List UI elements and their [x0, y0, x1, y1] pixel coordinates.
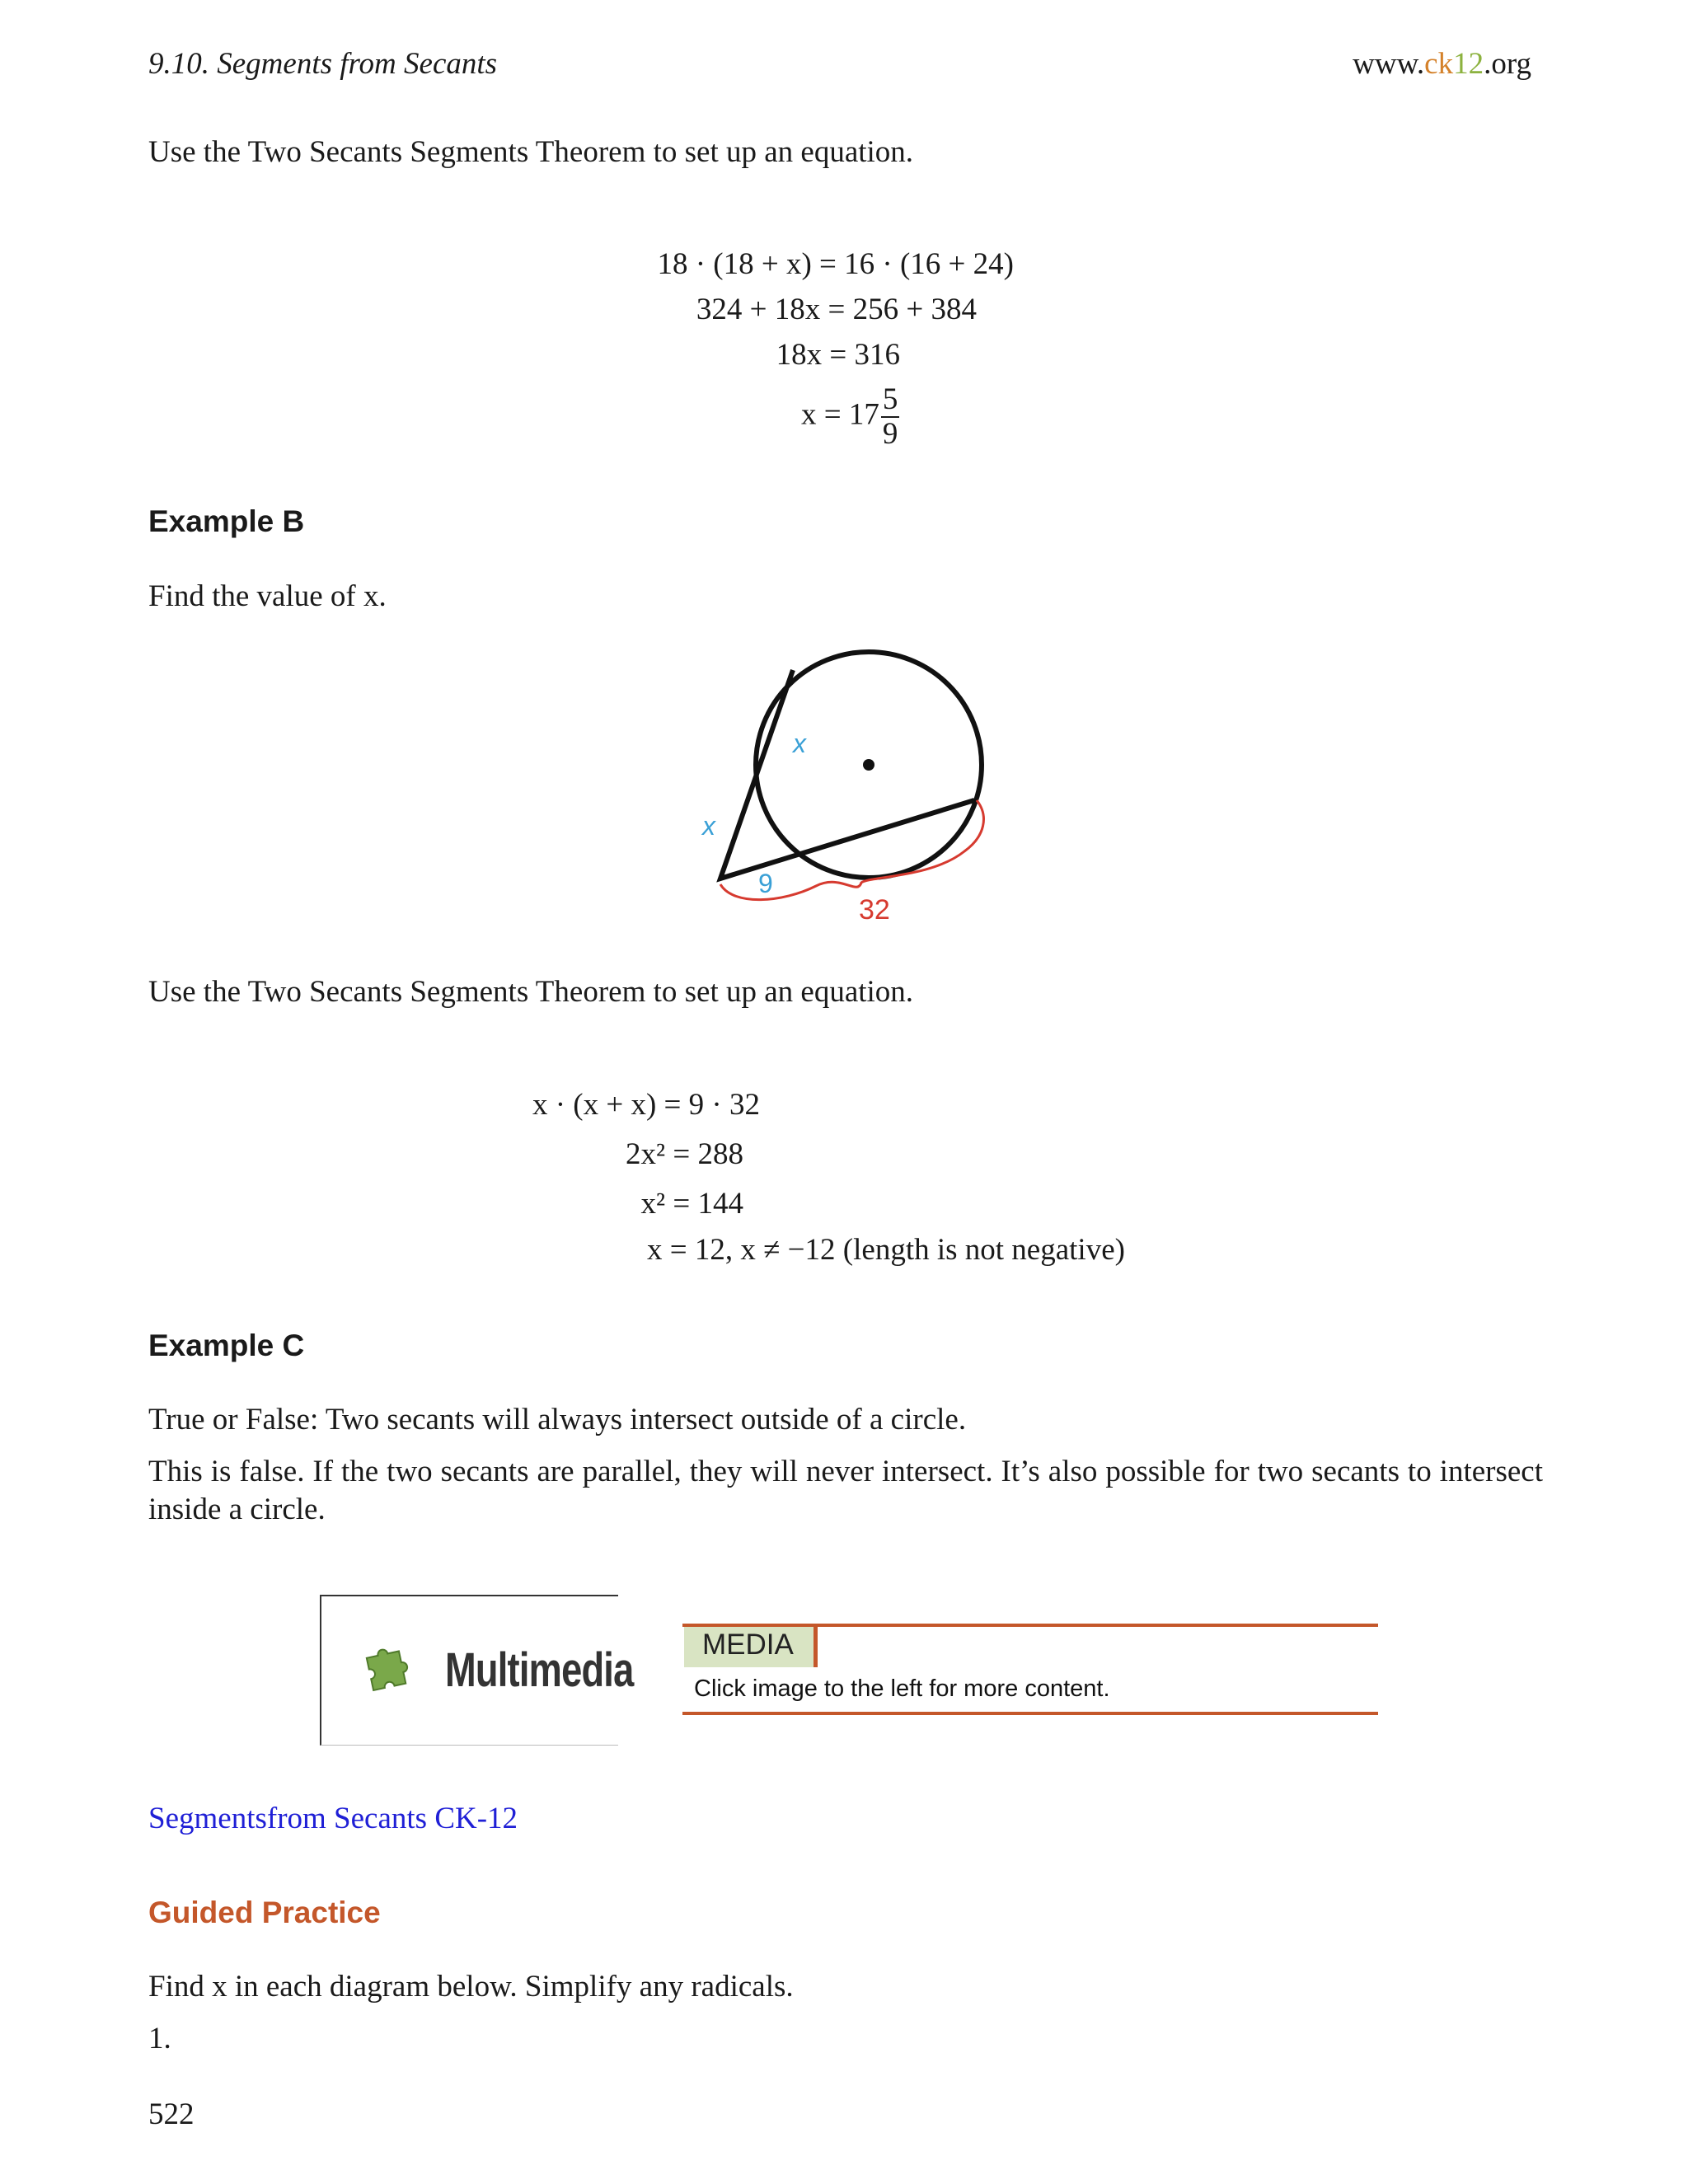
media-tag-label: MEDIA [702, 1629, 794, 1661]
media-caption: Click image to the left for more content. [694, 1675, 1110, 1702]
secants-diagram [692, 639, 1006, 935]
site-url[interactable]: www.ck12.org [1353, 47, 1531, 81]
example-c-answer: This is false. If the two secants are parallel, they will never intersect. It’s also possible for two secants to intersect inside a circle. [148, 1455, 1543, 1526]
circle-center-dot [863, 759, 874, 771]
equation-b-line-2: 2x² = 288 [626, 1137, 743, 1171]
label-x-inner: x [793, 729, 806, 758]
intro-text: Use the Two Secants Segments Theorem to set up an equation. [148, 135, 914, 169]
fraction: $\frac{5}{9}$ [882, 382, 898, 451]
secant-lines [720, 670, 974, 879]
equation-a-line-2: 324 + 18x = 256 + 384 [696, 293, 977, 326]
media-box-bottom-rule [682, 1712, 1378, 1715]
label-x-outer: x [702, 811, 715, 841]
puzzle-icon [359, 1637, 422, 1699]
guided-practice-heading: Guided Practice [148, 1896, 381, 1929]
equation-b-line-1: x · (x + x) = 9 · 32 [532, 1088, 760, 1122]
example-b-prompt: Find the value of x. [148, 579, 387, 613]
example-c-heading: Example C [148, 1329, 305, 1362]
guided-practice-instruction: Find x in each diagram below. Simplify any radicals. [148, 1970, 794, 2004]
label-9: 9 [758, 869, 773, 898]
equation-b-line-3: x² = 144 [640, 1187, 743, 1221]
equation-b-line-4: x = 12, x ≠ −12 (length is not negative) [647, 1233, 1125, 1267]
chapter-header: 9.10. Segments from Secants [148, 47, 498, 81]
example-b-setup: Use the Two Secants Segments Theorem to set up an equation. [148, 975, 914, 1009]
guided-practice-item-1: 1. [148, 2022, 171, 2055]
multimedia-label: Multimedia [445, 1643, 634, 1697]
equation-a-line-3: 18x = 316 [776, 338, 900, 372]
equation-a-line-4: x = 17 $\frac{5}{9}$ [801, 382, 898, 451]
page-number: 522 [148, 2097, 195, 2131]
example-b-heading: Example B [148, 504, 305, 538]
equation-a-line-1: 18 · (18 + x) = 16 · (16 + 24) [657, 247, 1014, 281]
example-c-question: True or False: Two secants will always intersect outside of a circle. [148, 1403, 967, 1436]
video-link[interactable]: Segmentsfrom Secants CK-12 [148, 1802, 518, 1835]
label-32: 32 [859, 894, 890, 926]
